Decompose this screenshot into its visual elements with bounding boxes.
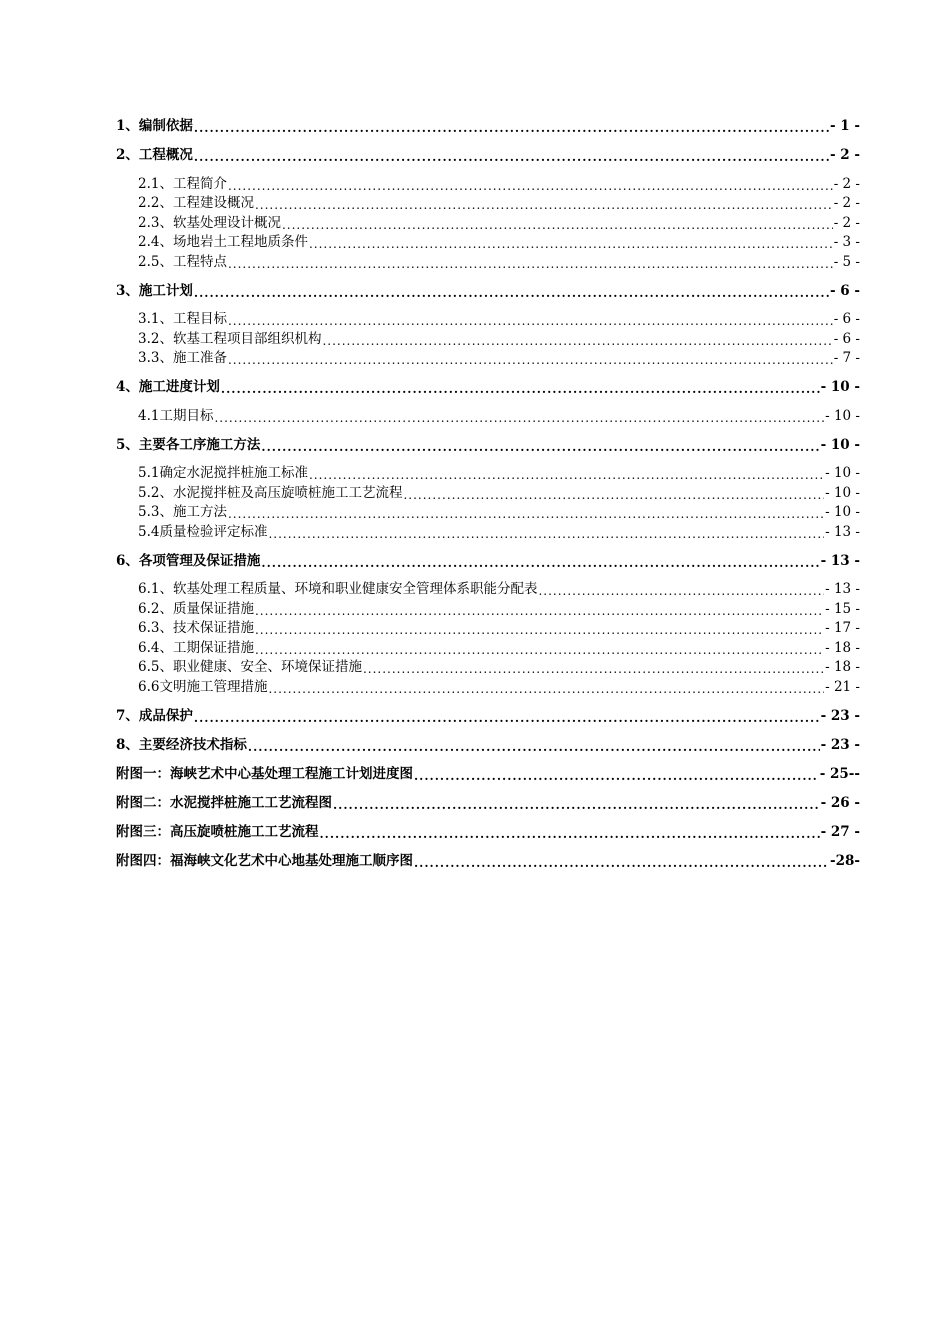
toc-entry-page-number: - 18 - — [825, 659, 860, 675]
toc-dot-leader — [255, 644, 824, 656]
toc-entry-section[interactable] — [116, 143, 860, 163]
toc-dot-leader — [248, 741, 820, 753]
toc-entry-subsection[interactable] — [116, 211, 860, 231]
toc-entry-subsection[interactable] — [116, 347, 860, 367]
toc-entry-page-number: - 6 - — [830, 282, 860, 299]
toc-dot-leader — [194, 122, 829, 134]
toc-entry-page-number: - 25-- — [819, 765, 860, 782]
toc-entry-subsection[interactable] — [116, 404, 860, 424]
toc-entry-title: 2.3、软基处理设计概况 — [138, 214, 281, 231]
toc-entry-title: 5.2、水泥搅拌桩及高压旋喷桩施工工艺流程 — [138, 484, 403, 501]
toc-entry-page-number: - 10 - — [820, 436, 860, 453]
toc-entry-title: 3.2、软基工程项目部组织机构 — [138, 330, 322, 347]
toc-dot-leader — [322, 335, 832, 347]
toc-entry-title: 2.4、场地岩土工程地质条件 — [138, 234, 308, 250]
toc-entry-title: 4.1工期目标 — [138, 407, 214, 424]
toc-dot-leader — [228, 508, 824, 520]
toc-entry-subsection[interactable] — [116, 501, 860, 521]
toc-entry-page-number: - 18 - — [825, 639, 860, 656]
toc-entry-subsection[interactable] — [116, 617, 860, 637]
toc-entry-title: 2.2、工程建设概况 — [138, 195, 254, 211]
toc-entry-subsection[interactable] — [116, 675, 860, 695]
toc-dot-leader — [414, 770, 819, 782]
toc-entry-page-number: - 6 - — [833, 311, 860, 327]
toc-entry-title: 7、成品保护 — [116, 707, 193, 724]
toc-entry-title: 5.4质量检验评定标准 — [138, 523, 268, 540]
toc-entry-title: 3.3、施工准备 — [138, 350, 227, 366]
toc-entry-page-number: -28- — [830, 852, 860, 869]
toc-dot-leader — [194, 712, 820, 724]
toc-entry-page-number: - 2 - — [830, 147, 860, 163]
toc-dot-leader — [320, 828, 820, 840]
toc-dot-leader — [363, 663, 824, 675]
toc-dot-leader — [221, 383, 820, 395]
toc-entry-subsection[interactable] — [116, 192, 860, 212]
toc-dot-leader — [403, 489, 824, 501]
toc-dot-leader — [261, 441, 819, 453]
toc-entry-subsection[interactable] — [116, 250, 860, 270]
toc-entry-subsection[interactable] — [116, 462, 860, 482]
toc-entry-page-number: - 10 - — [825, 484, 860, 501]
toc-entry-page-number: - 23 - — [820, 736, 860, 753]
toc-entry-subsection[interactable] — [116, 656, 860, 676]
toc-entry-section[interactable] — [116, 791, 860, 811]
toc-dot-leader — [194, 151, 829, 163]
toc-entry-page-number: - 10 - — [825, 465, 860, 481]
toc-entry-page-number: - 1 - — [830, 118, 860, 134]
toc-entry-subsection[interactable] — [116, 636, 860, 656]
toc-entry-page-number: - 27 - — [820, 823, 860, 840]
toc-entry-section[interactable] — [116, 433, 860, 453]
toc-dot-leader — [228, 258, 833, 270]
toc-entry-title: 附图四：福海峡文化艺术中心地基处理施工顺序图 — [116, 852, 413, 869]
toc-entry-title: 3、施工计划 — [116, 282, 193, 299]
toc-entry-title: 2、工程概况 — [116, 147, 193, 163]
toc-entry-page-number: - 23 - — [820, 707, 860, 724]
toc-entry-title: 5、主要各工序施工方法 — [116, 436, 261, 453]
toc-entry-title: 6.1、软基处理工程质量、环境和职业健康安全管理体系职能分配表 — [138, 581, 538, 597]
toc-entry-title: 2.1、工程简介 — [138, 175, 227, 192]
toc-entry-page-number: - 10 - — [825, 407, 860, 424]
toc-dot-leader — [268, 528, 824, 540]
toc-dot-leader — [282, 219, 833, 231]
toc-entry-title: 3.1、工程目标 — [138, 311, 227, 327]
toc-entry-page-number: - 10 - — [820, 379, 860, 395]
toc-entry-page-number: - 13 - — [820, 552, 860, 569]
toc-entry-page-number: - 26 - — [820, 794, 860, 811]
toc-entry-page-number: - 2 - — [833, 175, 860, 192]
toc-entry-title: 6.4、工期保证措施 — [138, 639, 254, 656]
toc-entry-subsection[interactable] — [116, 481, 860, 501]
toc-dot-leader — [538, 585, 824, 597]
toc-entry-title: 附图一：海峡艺术中心基处理工程施工计划进度图 — [116, 765, 413, 782]
toc-dot-leader — [414, 857, 829, 869]
toc-entry-page-number: - 17 - — [825, 620, 860, 636]
toc-entry-section[interactable] — [116, 762, 860, 782]
toc-entry-section[interactable] — [116, 849, 860, 869]
toc-entry-title: 附图三：高压旋喷桩施工工艺流程 — [116, 823, 319, 840]
toc-entry-section[interactable] — [116, 549, 860, 569]
toc-entry-section[interactable] — [116, 375, 860, 395]
toc-dot-leader — [309, 469, 824, 481]
toc-entry-title: 1、编制依据 — [116, 118, 193, 134]
toc-entry-page-number: - 21 - — [825, 678, 860, 695]
toc-dot-leader — [255, 605, 824, 617]
toc-dot-leader — [255, 624, 824, 636]
toc-entry-subsection[interactable] — [116, 597, 860, 617]
toc-entry-section[interactable] — [116, 733, 860, 753]
toc-entry-subsection[interactable] — [116, 231, 860, 251]
toc-dot-leader — [261, 557, 819, 569]
toc-dot-leader — [309, 238, 833, 250]
toc-entry-subsection[interactable] — [116, 520, 860, 540]
toc-entry-page-number: - 3 - — [833, 234, 860, 250]
toc-entry-title: 6.2、质量保证措施 — [138, 600, 254, 617]
table-of-contents — [116, 114, 860, 869]
toc-entry-title: 4、施工进度计划 — [116, 379, 220, 395]
toc-entry-subsection[interactable] — [116, 327, 860, 347]
toc-dot-leader — [194, 287, 829, 299]
toc-entry-title: 5.1确定水泥搅拌桩施工标准 — [138, 465, 308, 481]
toc-entry-subsection[interactable] — [116, 578, 860, 598]
toc-entry-page-number: - 7 - — [833, 350, 860, 366]
toc-dot-leader — [255, 199, 833, 211]
toc-entry-subsection[interactable] — [116, 308, 860, 328]
toc-entry-title: 5.3、施工方法 — [138, 504, 227, 520]
toc-entry-section[interactable] — [116, 704, 860, 724]
toc-dot-leader — [214, 412, 824, 424]
toc-entry-page-number: - 5 - — [833, 253, 860, 270]
toc-entry-section[interactable] — [116, 279, 860, 299]
toc-dot-leader — [228, 354, 833, 366]
toc-entry-page-number: - 15 - — [825, 600, 860, 617]
toc-entry-page-number: - 10 - — [825, 504, 860, 520]
toc-dot-leader — [333, 799, 820, 811]
toc-entry-page-number: - 2 - — [833, 195, 860, 211]
toc-entry-title: 6.5、职业健康、安全、环境保证措施 — [138, 659, 362, 675]
toc-entry-page-number: - 2 - — [833, 214, 860, 231]
toc-entry-title: 6.3、技术保证措施 — [138, 620, 254, 636]
toc-entry-page-number: - 13 - — [825, 581, 860, 597]
toc-entry-page-number: - 13 - — [825, 523, 860, 540]
toc-entry-section[interactable] — [116, 820, 860, 840]
toc-entry-subsection[interactable] — [116, 172, 860, 192]
toc-entry-title: 6.6文明施工管理措施 — [138, 678, 268, 695]
toc-entry-section[interactable] — [116, 114, 860, 134]
toc-entry-title: 6、各项管理及保证措施 — [116, 552, 261, 569]
toc-entry-page-number: - 6 - — [833, 330, 860, 347]
toc-dot-leader — [228, 180, 833, 192]
toc-entry-title: 8、主要经济技术指标 — [116, 736, 247, 753]
toc-entry-title: 附图二：水泥搅拌桩施工工艺流程图 — [116, 794, 332, 811]
toc-entry-title: 2.5、工程特点 — [138, 253, 227, 270]
toc-dot-leader — [228, 315, 833, 327]
toc-dot-leader — [268, 683, 824, 695]
